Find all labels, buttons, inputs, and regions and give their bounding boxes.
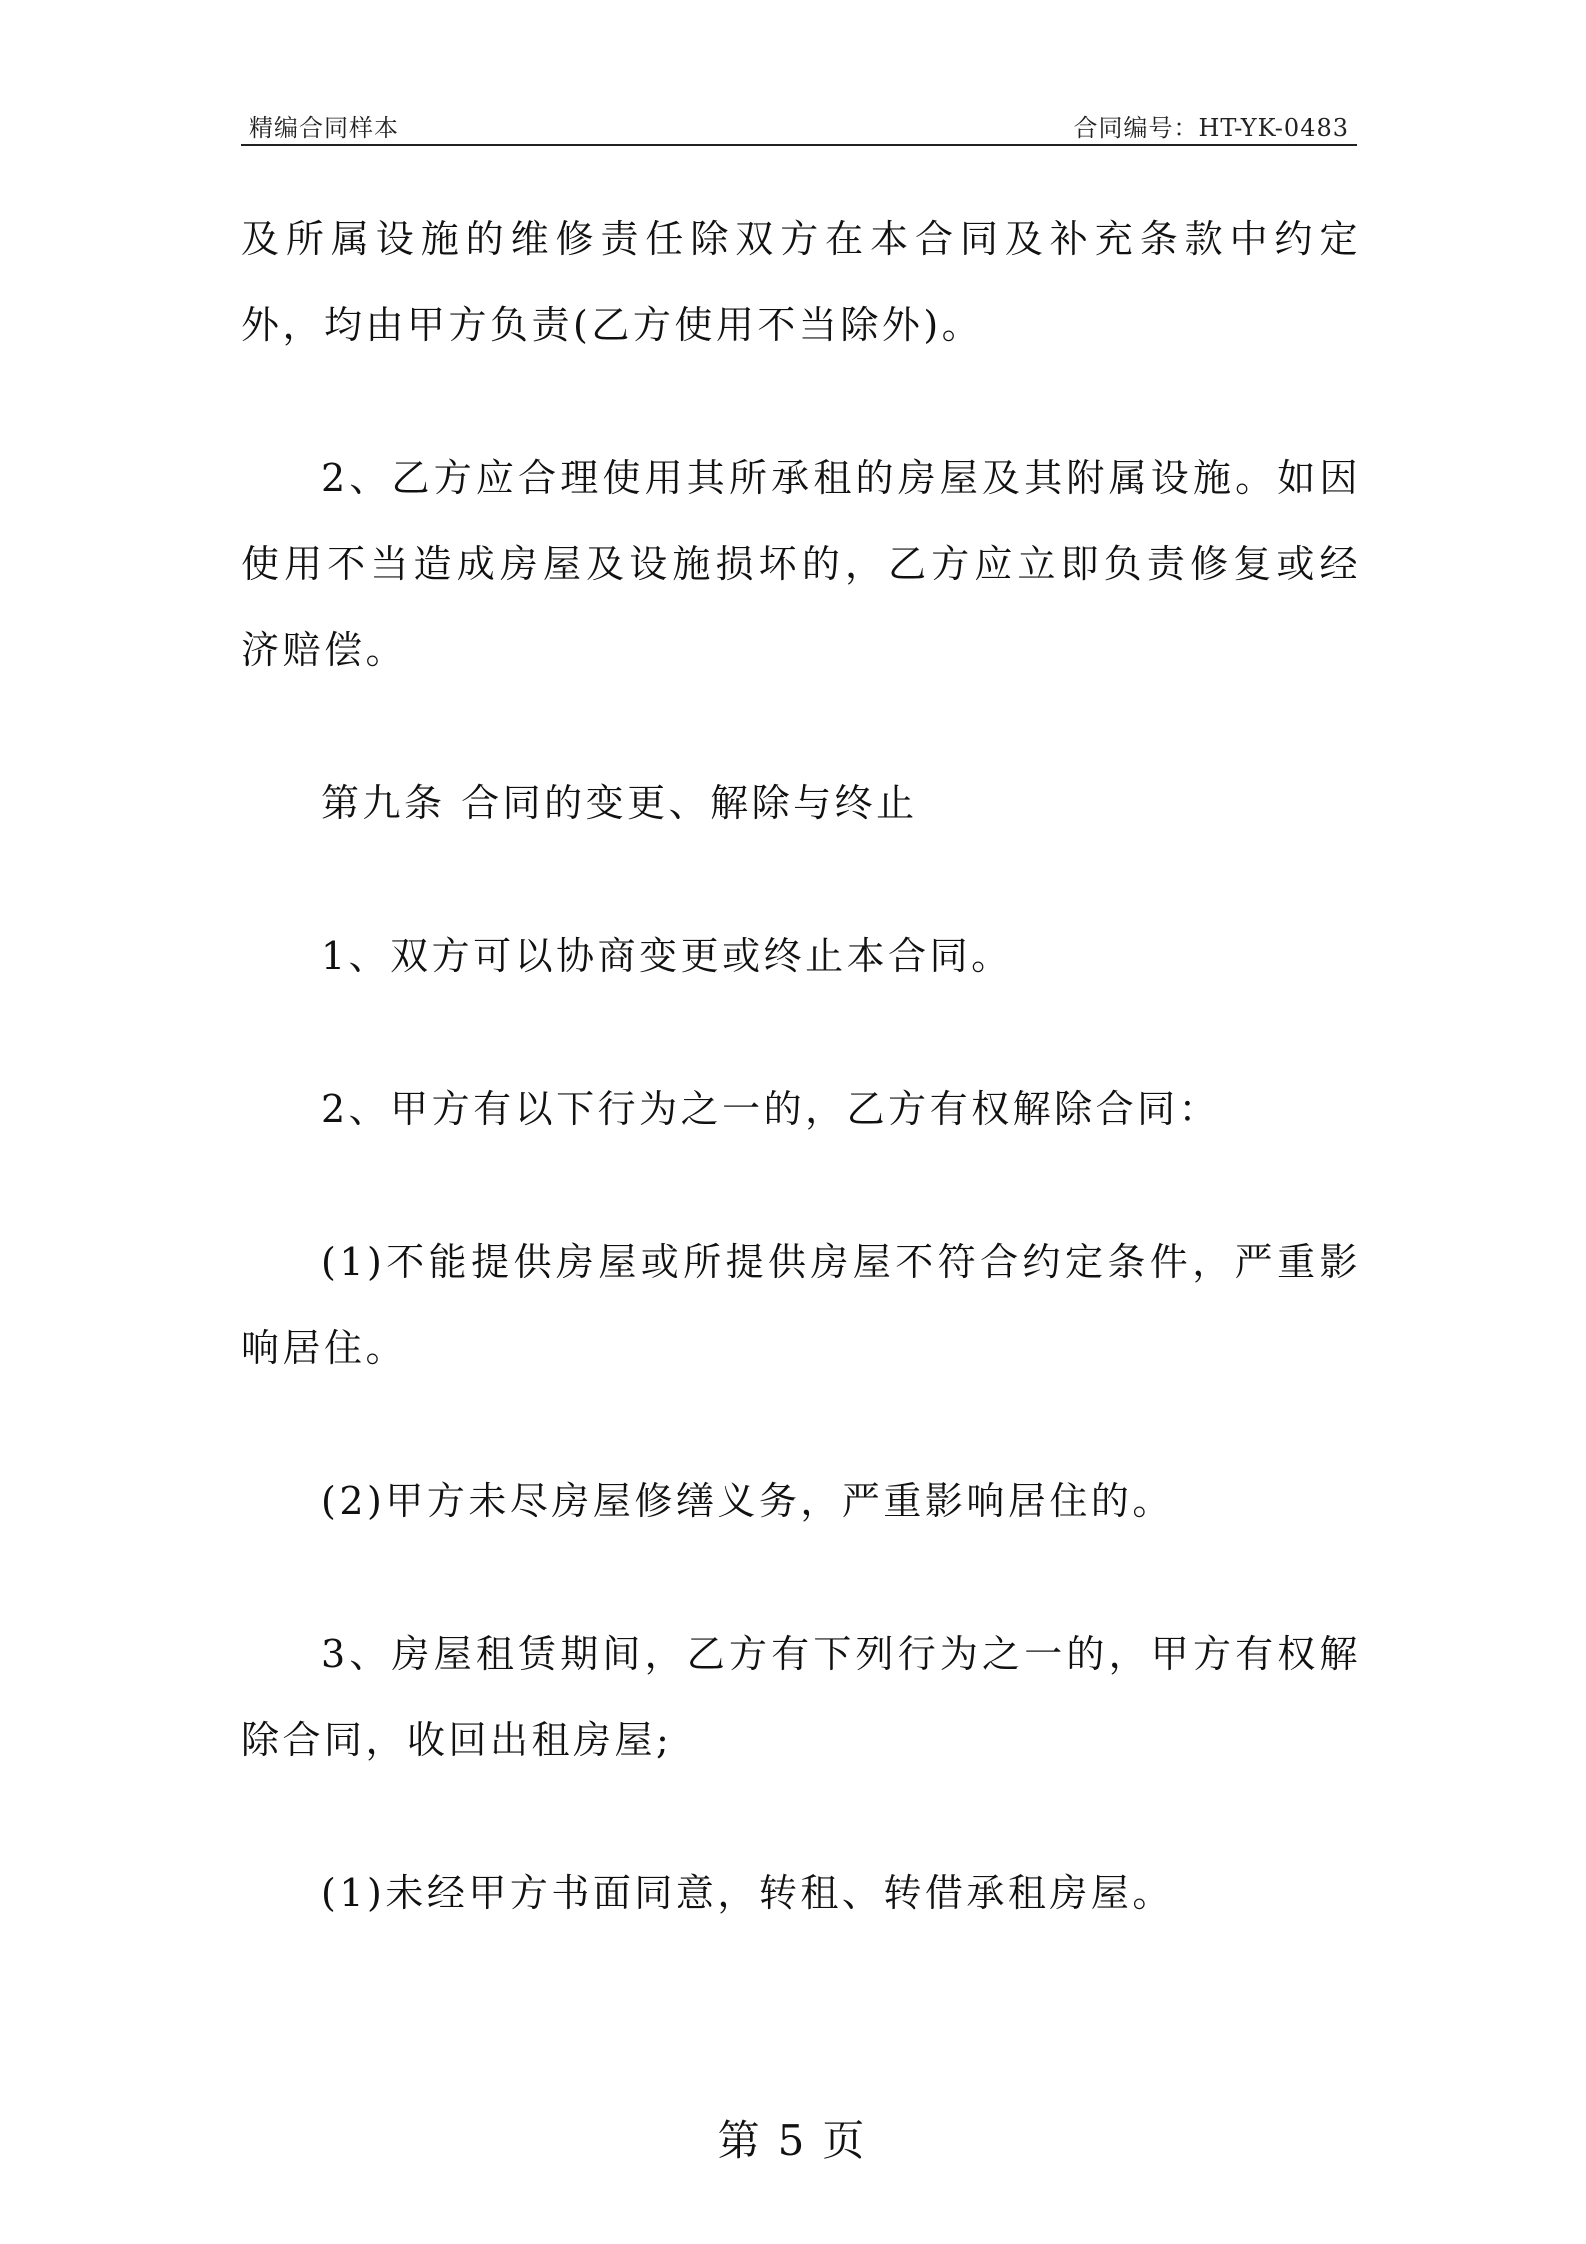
page-footer <box>0 2108 1586 2168</box>
footer-prefix: 第 <box>717 2116 764 2165</box>
paragraph-item-2-repair: (2)甲方未尽房屋修缮义务，严重影响居住的。 <box>321 1479 1174 1523</box>
header-contract-number: 合同编号：HT-YK-0483 <box>1073 114 1349 142</box>
paragraph-continuation: 及所属设施的维修责任除双方在本合同及补充条款中约定外，均由甲方负责(乙方使用不当除外)。 <box>241 217 1361 347</box>
header-doc-type: 精编合同样本 <box>249 114 399 142</box>
section-heading-article-9: 第九条 合同的变更、解除与终止 <box>321 781 918 825</box>
document-body <box>241 196 1361 2003</box>
paragraph-clause-1-negotiate: 1、双方可以协商变更或终止本合同。 <box>321 934 1013 978</box>
footer-suffix: 页 <box>822 2116 869 2165</box>
paragraph-clause-3-party-b: 3、房屋租赁期间，乙方有下列行为之一的，甲方有权解除合同，收回出租房屋; <box>241 1632 1361 1762</box>
paragraph-clause-2-party-a: 2、甲方有以下行为之一的，乙方有权解除合同： <box>321 1087 1221 1131</box>
paragraph-clause-2-usage: 2、乙方应合理使用其所承租的房屋及其附属设施。如因使用不当造成房屋及设施损坏的，乙方应立即负责修复或经济赔偿。 <box>241 456 1361 672</box>
page-header <box>241 104 1357 146</box>
paragraph-item-1-sublet: (1)未经甲方书面同意，转租、转借承租房屋。 <box>321 1871 1174 1915</box>
paragraph-item-1-housing: (1)不能提供房屋或所提供房屋不符合约定条件，严重影响居住。 <box>241 1240 1361 1370</box>
page-number: 5 <box>777 2116 809 2165</box>
